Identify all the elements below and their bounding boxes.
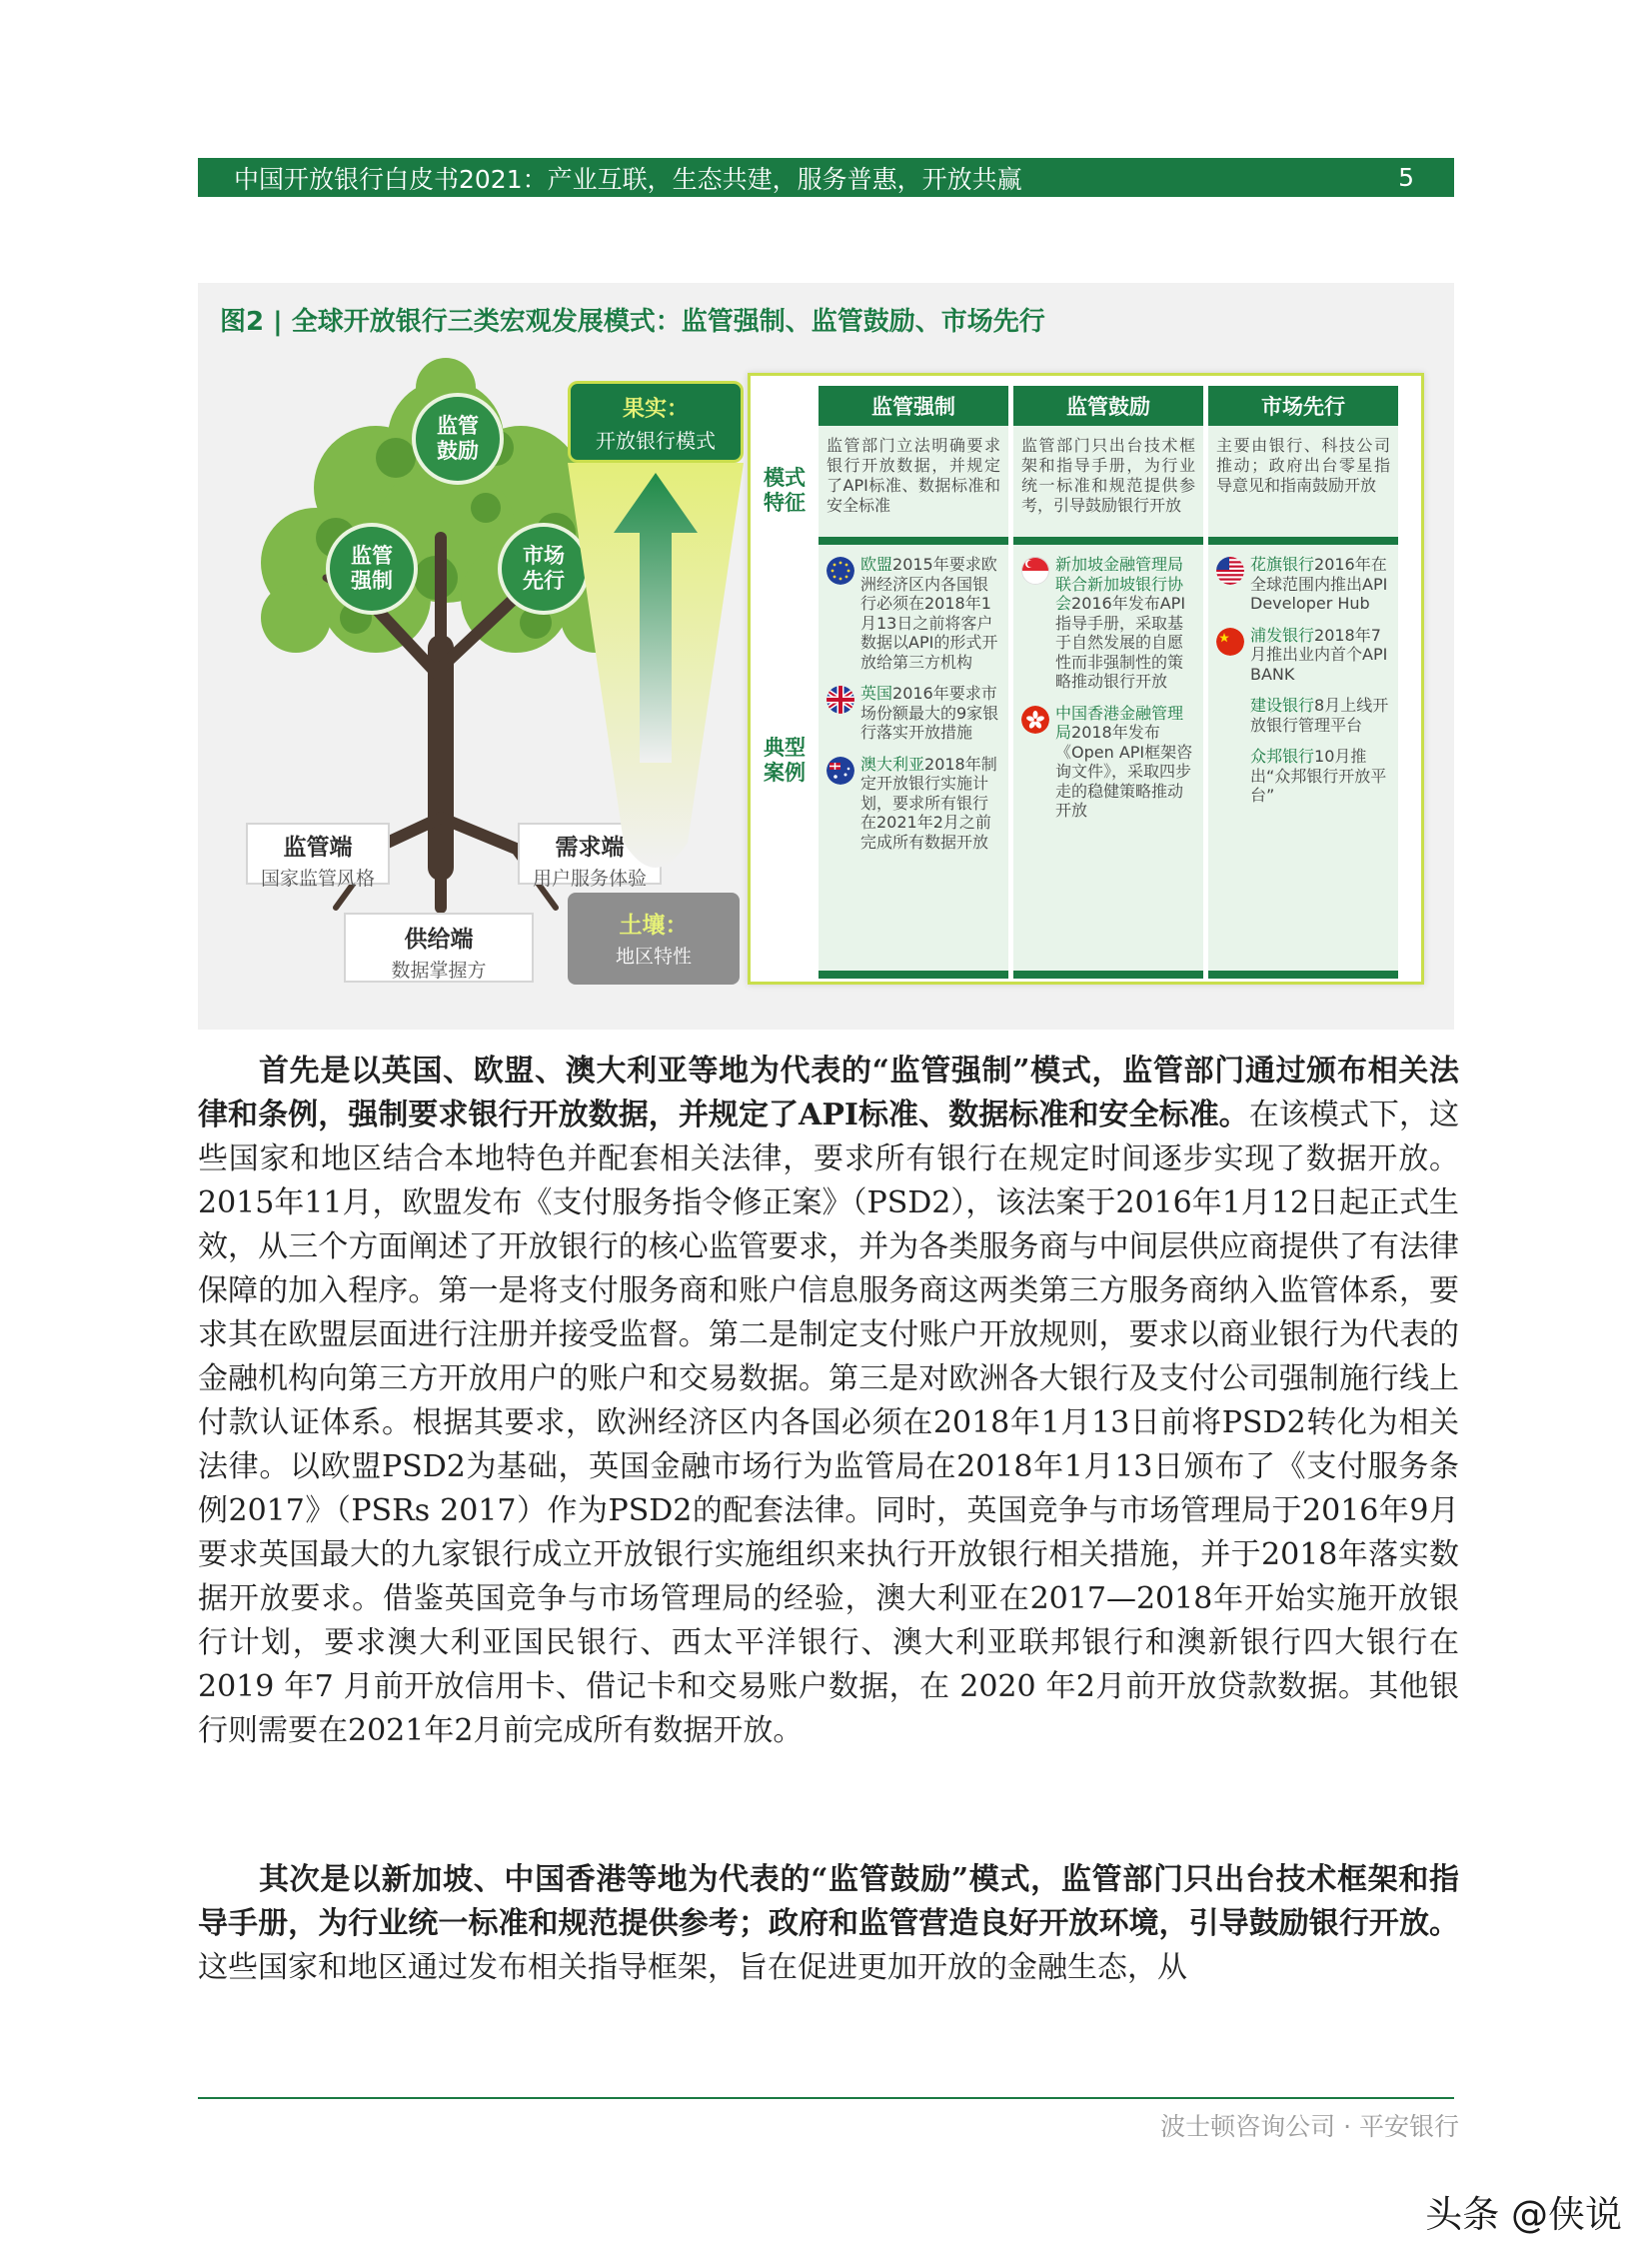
case-hk-name: 中国香港金融管理局	[1055, 703, 1184, 742]
case-au-name: 澳大利亚	[860, 754, 925, 774]
case-au	[819, 755, 1008, 853]
column-mandatory-desc: 监管部门立法明确要求银行开放数据，并规定了API标准、数据标准和安全标准	[819, 426, 1008, 537]
case-spdb	[1208, 626, 1398, 685]
fruit-sub: 开放银行模式	[596, 429, 716, 453]
column-divider	[819, 537, 1008, 545]
case-ccb-name: 建设银行	[1250, 696, 1315, 715]
case-citi-name: 花旗银行	[1250, 555, 1315, 574]
australia-flag-icon	[826, 757, 854, 785]
hong-kong-flag-icon	[1021, 706, 1049, 734]
root-demand-title: 需求端	[555, 835, 625, 861]
column-mandatory-head: 监管强制	[819, 386, 1008, 426]
row-label-case: 典型案例	[764, 736, 806, 785]
watermark: 头条 @侠说	[1425, 2193, 1622, 2236]
case-zhongbang-name: 众邦银行	[1250, 747, 1315, 766]
figure-2	[198, 283, 1454, 1030]
root-supervision	[246, 823, 390, 890]
case-au-text: 2018年制定开放银行实施计划，要求所有银行在2021年2月之前完成所有数据开放	[860, 754, 997, 852]
figure-title: 图2 | 全球开放银行三类宏观发展模式：监管强制、监管鼓励、市场先行	[220, 307, 1045, 337]
fruit-title: 果实：	[622, 397, 689, 422]
eu-flag-icon	[826, 557, 854, 585]
case-citi	[1208, 555, 1398, 614]
blob-market-label: 市场先行	[523, 544, 565, 593]
blob-mandatory-label: 监管强制	[351, 544, 393, 593]
soil-title: 土壤：	[619, 913, 689, 939]
case-uk	[819, 684, 1008, 743]
blob-guided	[412, 393, 504, 485]
paragraph-2-text: 这些国家和地区通过发布相关指导框架，旨在促进更加开放的金融生态，从	[198, 1950, 1187, 1985]
column-footer-bar	[819, 971, 1008, 979]
root-supply	[344, 913, 534, 983]
root-supply-sub: 数据掌握方	[391, 960, 487, 982]
column-footer-bar	[1013, 971, 1203, 979]
soil-sub: 地区特性	[615, 946, 692, 968]
row-label-mode: 模式特征	[764, 466, 806, 515]
usa-flag-icon	[1216, 557, 1244, 585]
case-zhongbang-text: 10月推出“众邦银行开放平台”	[1250, 747, 1387, 805]
case-spdb-name: 浦发银行	[1250, 625, 1315, 645]
case-citi-text: 2016年在全球范围内推出API Developer Hub	[1250, 555, 1388, 613]
column-guided-desc: 监管部门只出台技术框架和指导手册，为行业统一标准和规范提供参考，引导鼓励银行开放	[1013, 426, 1203, 537]
column-guided	[1013, 386, 1203, 979]
case-eu	[819, 555, 1008, 672]
paragraph-2	[198, 1858, 1459, 1990]
root-supervision-title: 监管端	[283, 835, 353, 861]
paragraph-1-text: 在该模式下，这些国家和地区结合本地特色并配套相关法律，要求所有银行在规定时间逐步实现了数据开放。2015年11月，欧盟发布《支付服务指令修正案》（PSD2），该法案于2016年1月12日起正式生效，从三个方面阐述了开放银行的核心监管要求，并为各类服务商与中间层供应商提供了有法律保障的加入程序。第一是将支付服务商和账户信息服务商这两类第三方服务商纳入监管体系，要求其在欧盟层面进行注册并接受监督。第二是制定支付账户开放规则，要求以商业银行为代表的金融机构向第三方开放用户的账户和交易数据。第三是对欧洲各大银行及支付公司强制施行线上付款认证体系。根据其要求，欧洲经济区内各国必须在2018年1月13日前将PSD2转化为相关法律。以欧盟PSD2为基础，英国金融市场行为监管局在2018年1月13日颁布了《支付服务条例2017》（PSRs 2017）作为PSD2的配套法律。同时，英国竞争与市场管理局于2016年9月要求英国最大的九家银行成立开放银行实施组织来执行开放银行相关措施，并于2018年落实数据开放要求。借鉴英国竞争与市场管理局的经验，澳大利亚在2017—2018年开始实施开放银行计划，要求澳大利亚国民银行、西太平洋银行、澳大利亚联邦银行和澳新银行四大银行在 2019 年7 月前开放信用卡、借记卡和交易账户数据，在 2020 年2月前开放贷款数据。其他银行则需要在2021年2月前完成所有数据开放。	[198, 1098, 1460, 1748]
case-ccb-text: 8月上线开放银行管理平台	[1250, 696, 1389, 735]
column-divider	[1013, 537, 1203, 545]
case-spdb-text: 2018年7月推出业内首个API BANK	[1250, 625, 1388, 684]
singapore-flag-icon	[1021, 557, 1049, 585]
column-market-head: 市场先行	[1208, 386, 1398, 426]
blob-guided-label: 监管鼓励	[437, 414, 479, 463]
root-supervision-sub: 国家监管风格	[260, 868, 375, 890]
case-uk-text: 2016年要求市场份额最大的9家银行落实开放措施	[860, 684, 999, 742]
fruit-box	[568, 381, 744, 463]
root-supply-title: 供给端	[404, 927, 474, 953]
growth-arrow-icon	[568, 463, 748, 893]
case-eu-text: 2015年要求欧洲经济区内各国银行必须在2018年1月13日之前将客户数据以API的形式开放给第三方机构	[860, 555, 998, 672]
case-sg	[1013, 555, 1203, 692]
footer-publisher: 波士顿咨询公司 · 平安银行	[1160, 2112, 1459, 2141]
case-hk	[1013, 704, 1203, 821]
paragraph-1	[198, 1050, 1459, 1753]
column-mandatory	[819, 386, 1008, 979]
column-market	[1208, 386, 1398, 979]
root-demand-sub: 用户服务体验	[532, 868, 647, 890]
case-ccb	[1208, 696, 1398, 735]
column-footer-bar	[1208, 971, 1398, 979]
china-flag-icon	[1216, 628, 1244, 656]
header-bar	[198, 158, 1454, 197]
case-uk-name: 英国	[860, 684, 893, 703]
paragraph-1-bold: 首先是以英国、欧盟、澳大利亚等地为代表的“监管强制”模式，监管部门通过颁布相关法律和条例，强制要求银行开放数据，并规定了API标准、数据标准和安全标准。	[198, 1054, 1459, 1132]
models-panel	[748, 373, 1424, 985]
blob-mandatory	[326, 523, 418, 615]
paragraph-2-bold: 其次是以新加坡、中国香港等地为代表的“监管鼓励”模式，监管部门只出台技术框架和指导手册，为行业统一标准和规范提供参考；政府和监管营造良好开放环境，引导鼓励银行开放。	[198, 1862, 1459, 1941]
case-eu-name: 欧盟	[860, 555, 893, 574]
column-market-desc: 主要由银行、科技公司推动；政府出台零星指导意见和指南鼓励开放	[1208, 426, 1398, 537]
soil-box	[568, 893, 740, 985]
page-number: 5	[1398, 163, 1414, 192]
case-hk-text: 2018年发布《Open API框架咨询文件》，采取四步走的稳健策略推动开放	[1055, 723, 1193, 820]
footer-divider	[198, 2097, 1454, 2099]
column-divider	[1208, 537, 1398, 545]
case-zhongbang	[1208, 747, 1398, 806]
case-sg-name: 新加坡金融管理局联合新加坡银行协会	[1055, 555, 1184, 613]
uk-flag-icon	[826, 686, 854, 714]
case-sg-text: 2016年发布API指导手册，采取基于自然发展的自愿性而非强制性的策略推动银行开放	[1055, 594, 1186, 691]
column-guided-head: 监管鼓励	[1013, 386, 1203, 426]
header-title: 中国开放银行白皮书2021：产业互联，生态共建，服务普惠，开放共赢	[234, 164, 1022, 194]
